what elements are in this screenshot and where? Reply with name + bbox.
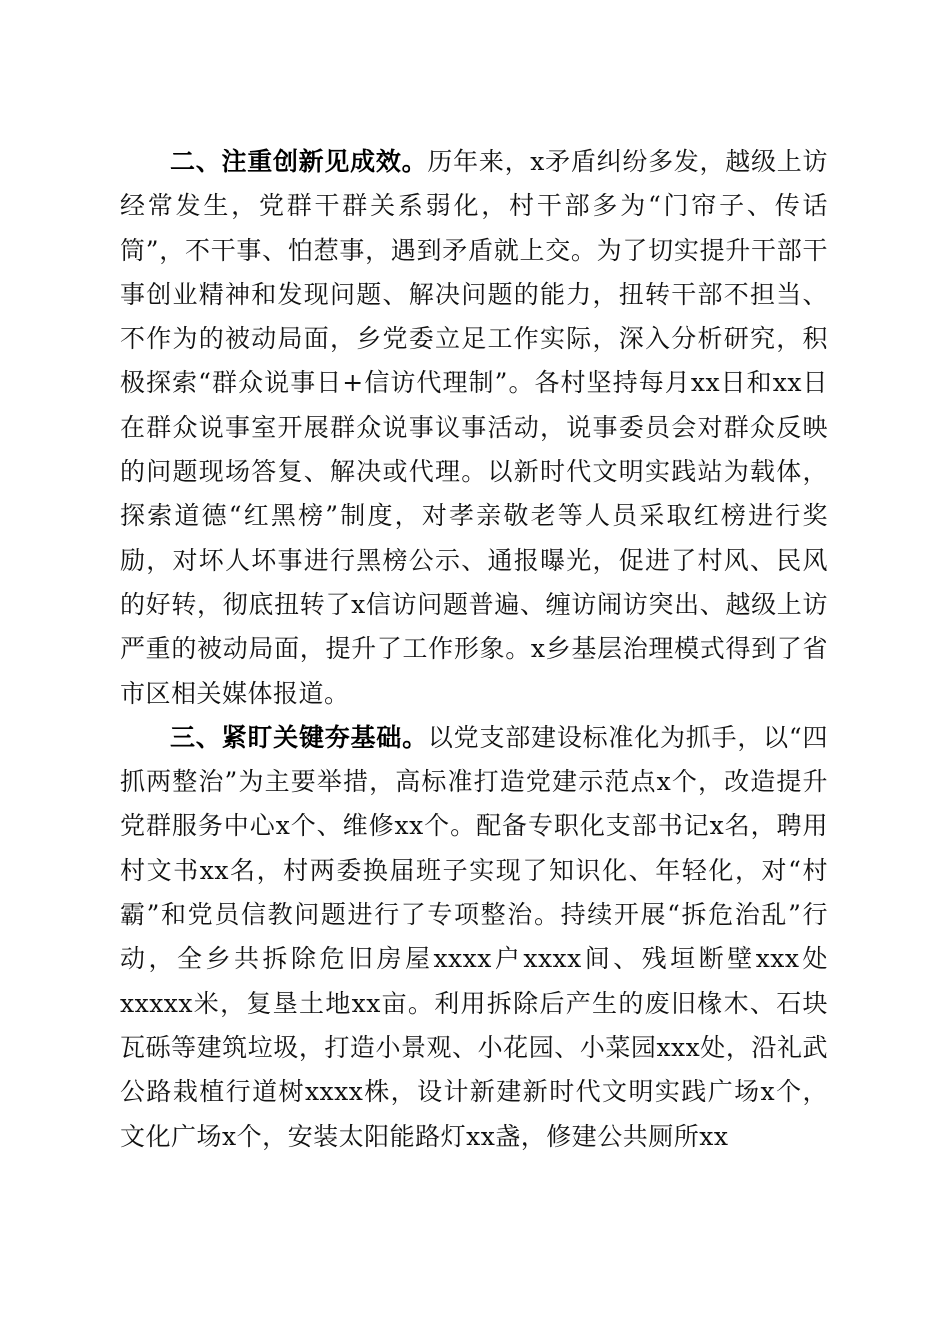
paragraph-heading: 二、注重创新见成效。	[170, 147, 428, 176]
paragraph-text: 历年来，x矛盾纠纷多发，越级上访经常发生，党群干群关系弱化，村干部多为“门帘子、传话筒”，不干事、怕惹事，遇到矛盾就上交。为了切实提升干部干事创业精神和发现问题、解决问题的能力，扭转干部不担当、不作为的被动局面，乡党委立足工作实际，深入分析研究，积极探索“群众说事日+信访代理制”。各村坚持每月xx日和xx日在群众说事室开展群众说事议事活动，说事委员会对群众反映的问题现场答复、解决或代理。以新时代文明实践站为载体，探索道德“红黑榜”制度，对孝亲敬老等人员采取红榜进行奖励，对坏人坏事进行黑榜公示、通报曝光，促进了村风、民风的好转，彻底扭转了x信访问题普遍、缠访闹访突出、越级上访严重的被动局面，提升了工作形象。x乡基层治理模式得到了省市区相关媒体报道。	[120, 147, 828, 708]
document-body	[120, 140, 828, 1159]
paragraph-text: 以党支部建设标准化为抓手，以“四抓两整治”为主要举措，高标准打造党建示范点x个，改造提升党群服务中心x个、维修xx个。配备专职化支部书记x名，聘用村文书xx名，村两委换届班子实现了知识化、年轻化，对“村霸”和党员信教问题进行了专项整治。持续开展“拆危治乱”行动，全乡共拆除危旧房屋xxxx户xxxx间、残垣断壁xxx处xxxxx米，复垦土地xx亩。利用拆除后产生的废旧椽木、石块瓦砾等建筑垃圾，打造小景观、小花园、小菜园xxx处，沿礼武公路栽植行道树xxxx株，设计新建新时代文明实践广场x个，文化广场x个，安装太阳能路灯xx盏，修建公共厕所xx	[120, 722, 828, 1151]
paragraph-foundation	[120, 716, 828, 1159]
paragraph-heading: 三、紧盯关键夯基础。	[170, 722, 428, 752]
paragraph-innovation	[120, 140, 828, 716]
